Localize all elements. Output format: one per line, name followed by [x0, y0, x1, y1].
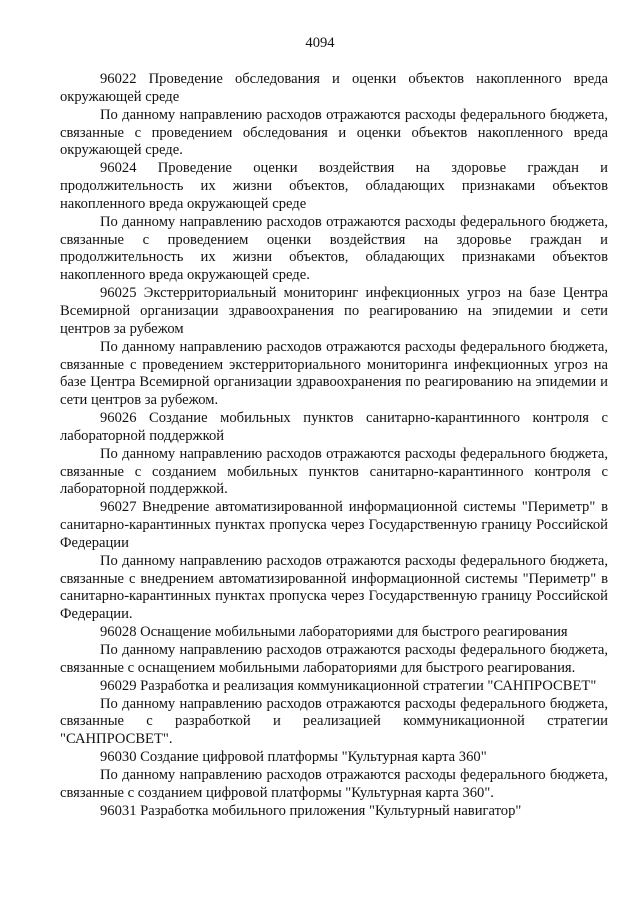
- paragraph-96031-heading: 96031 Разработка мобильного приложения "Культурный навигатор": [100, 802, 522, 819]
- paragraph-96025-description: По данному направлению расходов отражаются расходы федерального бюджета, связанные с проведением экстерриториального мониторинга инфекционных угроз на базе Центра Всемирной организации здравоохранения по реагированию на эпидемии и сети центров за рубежом.: [60, 338, 608, 409]
- paragraph-96028-heading: 96028 Оснащение мобильными лабораториями для быстрого реагирования: [100, 624, 568, 641]
- paragraph-96024-heading: 96024 Проведение оценки воздействия на здоровье граждан и продолжительность их жизни объектов, обладающих признаками объектов накопленного вреда окружающей среде: [60, 160, 608, 212]
- document-body: [60, 71, 608, 820]
- paragraph-96022-description: По данному направлению расходов отражаются расходы федерального бюджета, связанные с проведением обследования и оценки объектов накопленного вреда окружающей среде.: [60, 106, 608, 159]
- paragraph-96030-heading: 96030 Создание цифровой платформы "Культурная карта 360": [100, 749, 487, 766]
- paragraph-96026-description: По данному направлению расходов отражаются расходы федерального бюджета, связанные с созданием мобильных пунктов санитарно-карантинного контроля с лабораторной поддержкой.: [60, 445, 608, 498]
- paragraph-96027-description: По данному направлению расходов отражаются расходы федерального бюджета, связанные с внедрением автоматизированной информационной системы "Периметр" в санитарно-карантинных пунктах пропуска через Государственную границу Российской Федерации.: [60, 552, 608, 623]
- page-number: 4094: [305, 35, 335, 51]
- paragraph-96029-description: По данному направлению расходов отражаются расходы федерального бюджета, связанные с разработкой и реализацией коммуникационной стратегии "САНПРОСВЕТ".: [60, 695, 608, 748]
- paragraph-96025-heading: 96025 Экстерриториальный мониторинг инфекционных угроз на базе Центра Всемирной организации здравоохранения по реагированию на эпидемии и сети центров за рубежом: [60, 285, 608, 337]
- paragraph-96027-heading: 96027 Внедрение автоматизированной информационной системы "Периметр" в санитарно-карантинных пунктах пропуска через Государственную границу Российской Федерации: [60, 499, 608, 551]
- paragraph-96024-description: По данному направлению расходов отражаются расходы федерального бюджета, связанные с проведением оценки воздействия на здоровье граждан и продолжительность их жизни объектов, обладающих признаками объектов накопленного вреда окружающей среде.: [60, 213, 608, 284]
- paragraph-96029-heading: 96029 Разработка и реализация коммуникационной стратегии "САНПРОСВЕТ": [100, 677, 597, 694]
- paragraph-96030-description: По данному направлению расходов отражаются расходы федерального бюджета, связанные с созданием цифровой платформы "Культурная карта 360".: [60, 766, 608, 801]
- paragraph-96026-heading: 96026 Создание мобильных пунктов санитарно-карантинного контроля с лабораторной поддержкой: [60, 410, 608, 444]
- paragraph-96022-heading: 96022 Проведение обследования и оценки объектов накопленного вреда окружающей среде: [60, 71, 608, 105]
- paragraph-96028-description: По данному направлению расходов отражаются расходы федерального бюджета, связанные с оснащением мобильными лабораториями для быстрого реагирования.: [60, 642, 608, 676]
